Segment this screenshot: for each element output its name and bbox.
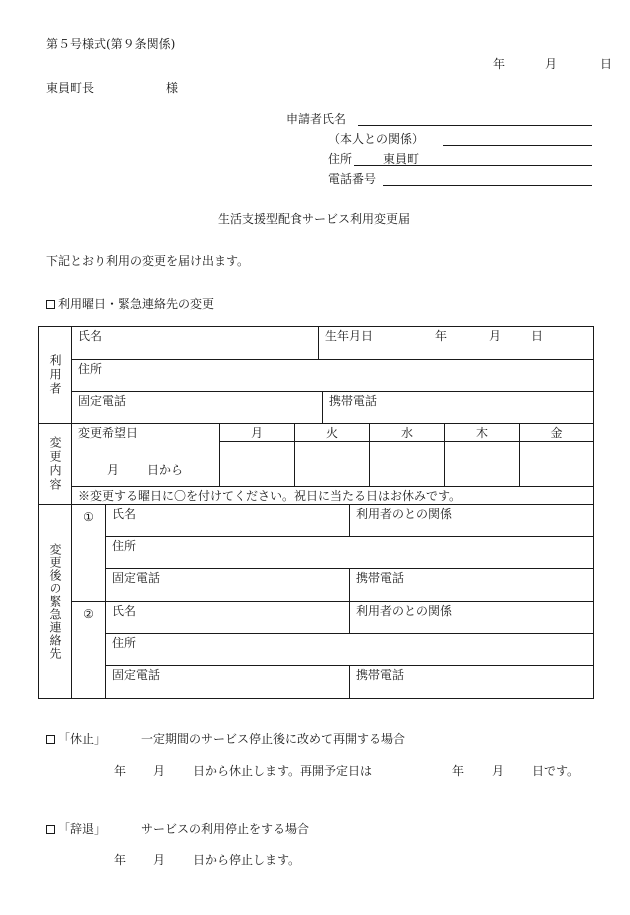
applicant-name-field[interactable] (358, 125, 592, 126)
contact-2-number: ② (83, 607, 94, 621)
weekday-header-thu: 木 (444, 423, 520, 442)
withdraw-checkbox[interactable] (46, 825, 55, 834)
form-number: 第５号様式(第９条関係) (46, 37, 176, 51)
user-mobile-label: 携帯電話 (329, 394, 378, 408)
withdraw-label: 「辞退」 (58, 822, 107, 836)
date-day-label: 日 (600, 57, 613, 71)
contact-1-number-cell (71, 504, 106, 602)
contact-1-landline-cell[interactable] (105, 568, 350, 602)
contact-2-relation-cell[interactable] (349, 601, 594, 634)
section1-heading-text: 利用曜日・緊急連絡先の変更 (58, 297, 215, 311)
contact-2-landline-cell[interactable] (105, 665, 350, 699)
contact-2-name-cell[interactable] (105, 601, 350, 634)
weekday-cell-thu[interactable] (444, 441, 520, 487)
date-year-label: 年 (493, 57, 506, 71)
user-landline-label: 固定電話 (78, 394, 127, 408)
user-landline-cell[interactable] (71, 391, 323, 424)
emergency-side-label: 変更後の緊急連絡先 (48, 543, 62, 660)
withdraw-year: 年 (114, 853, 127, 867)
contact-1-mobile-label: 携帯電話 (356, 571, 405, 585)
weekday-header-mon: 月 (219, 423, 295, 442)
intro-text: 下記とおり利用の変更を届け出ます。 (46, 254, 250, 268)
user-name-label: 氏名 (78, 329, 103, 343)
desired-date-from: 日から (147, 463, 184, 477)
weekday-cell-wed[interactable] (369, 441, 445, 487)
desired-date-month: 月 (107, 463, 120, 477)
contact-1-relation-label: 利用者のとの関係 (356, 507, 453, 521)
desired-date-cell[interactable] (71, 423, 220, 487)
suspend-from-text: 日から休止します。再開予定日は (193, 764, 373, 778)
contact-2-landline-label: 固定電話 (112, 668, 161, 682)
weekday-note-cell (71, 486, 594, 505)
user-side-cell (38, 326, 72, 424)
contact-1-name-cell[interactable] (105, 504, 350, 537)
desired-date-label: 変更希望日 (78, 426, 139, 440)
applicant-address-label: 住所 (328, 152, 353, 166)
form-title: 生活支援型配食サービス利用変更届 (218, 212, 411, 226)
applicant-phone-field[interactable] (383, 185, 592, 186)
addressee-honorific: 様 (166, 81, 179, 95)
applicant-phone-label: 電話番号 (328, 172, 377, 186)
user-dob-day: 日 (531, 329, 544, 343)
resume-year: 年 (452, 764, 465, 778)
weekday-note: ※変更する曜日に〇を付けてください。祝日に当たる日はお休みです。 (78, 489, 462, 503)
contact-2-name-label: 氏名 (112, 604, 137, 618)
addressee-name: 東員町長 (46, 81, 95, 95)
weekday-cell-mon[interactable] (219, 441, 295, 487)
withdraw-description: サービスの利用停止をする場合 (141, 822, 310, 836)
applicant-address-value: 東員町 (383, 152, 420, 166)
date-month-label: 月 (545, 57, 558, 71)
user-side-label: 利用者 (48, 354, 62, 396)
withdraw-option (46, 823, 106, 835)
emergency-side-cell (38, 504, 72, 699)
user-name-cell[interactable] (71, 326, 319, 360)
suspend-year: 年 (114, 764, 127, 778)
user-mobile-cell[interactable] (322, 391, 594, 424)
contact-1-address-cell[interactable] (105, 536, 594, 569)
weekday-header-fri: 金 (519, 423, 594, 442)
contact-1-address-label: 住所 (112, 539, 137, 553)
withdraw-month: 月 (153, 853, 166, 867)
contact-2-mobile-cell[interactable] (349, 665, 594, 699)
suspend-label: 「休止」 (58, 732, 107, 746)
weekday-cell-tue[interactable] (294, 441, 370, 487)
user-dob-label: 生年月日 (325, 329, 374, 343)
weekday-header-tue: 火 (294, 423, 370, 442)
user-address-label: 住所 (78, 362, 103, 376)
applicant-relation-field[interactable] (443, 145, 592, 146)
contact-2-address-cell[interactable] (105, 633, 594, 666)
contact-1-name-label: 氏名 (112, 507, 137, 521)
user-dob-month: 月 (489, 329, 502, 343)
change-side-cell (38, 423, 72, 505)
suspend-month: 月 (153, 764, 166, 778)
weekday-cell-fri[interactable] (519, 441, 594, 487)
contact-2-relation-label: 利用者のとの関係 (356, 604, 453, 618)
suspend-option (46, 733, 106, 745)
user-dob-year: 年 (435, 329, 448, 343)
applicant-relation-label: （本人との関係） (328, 132, 425, 146)
contact-2-mobile-label: 携帯電話 (356, 668, 405, 682)
contact-1-mobile-cell[interactable] (349, 568, 594, 602)
user-dob-cell[interactable] (318, 326, 594, 360)
weekday-header-wed: 水 (369, 423, 445, 442)
contact-2-address-label: 住所 (112, 636, 137, 650)
contact-1-relation-cell[interactable] (349, 504, 594, 537)
withdraw-end-text: 日から停止します。 (193, 853, 301, 867)
section1-heading (46, 298, 214, 310)
contact-2-number-cell (71, 601, 106, 699)
suspend-description: 一定期間のサービス停止後に改めて再開する場合 (141, 732, 406, 746)
section1-checkbox[interactable] (46, 300, 55, 309)
contact-1-landline-label: 固定電話 (112, 571, 161, 585)
suspend-checkbox[interactable] (46, 735, 55, 744)
user-address-cell[interactable] (71, 359, 594, 392)
change-side-label: 変更内容 (48, 436, 62, 492)
resume-month: 月 (492, 764, 505, 778)
resume-end-text: 日です。 (532, 764, 580, 778)
applicant-name-label: 申請者氏名 (286, 112, 347, 126)
contact-1-number: ① (83, 510, 94, 524)
